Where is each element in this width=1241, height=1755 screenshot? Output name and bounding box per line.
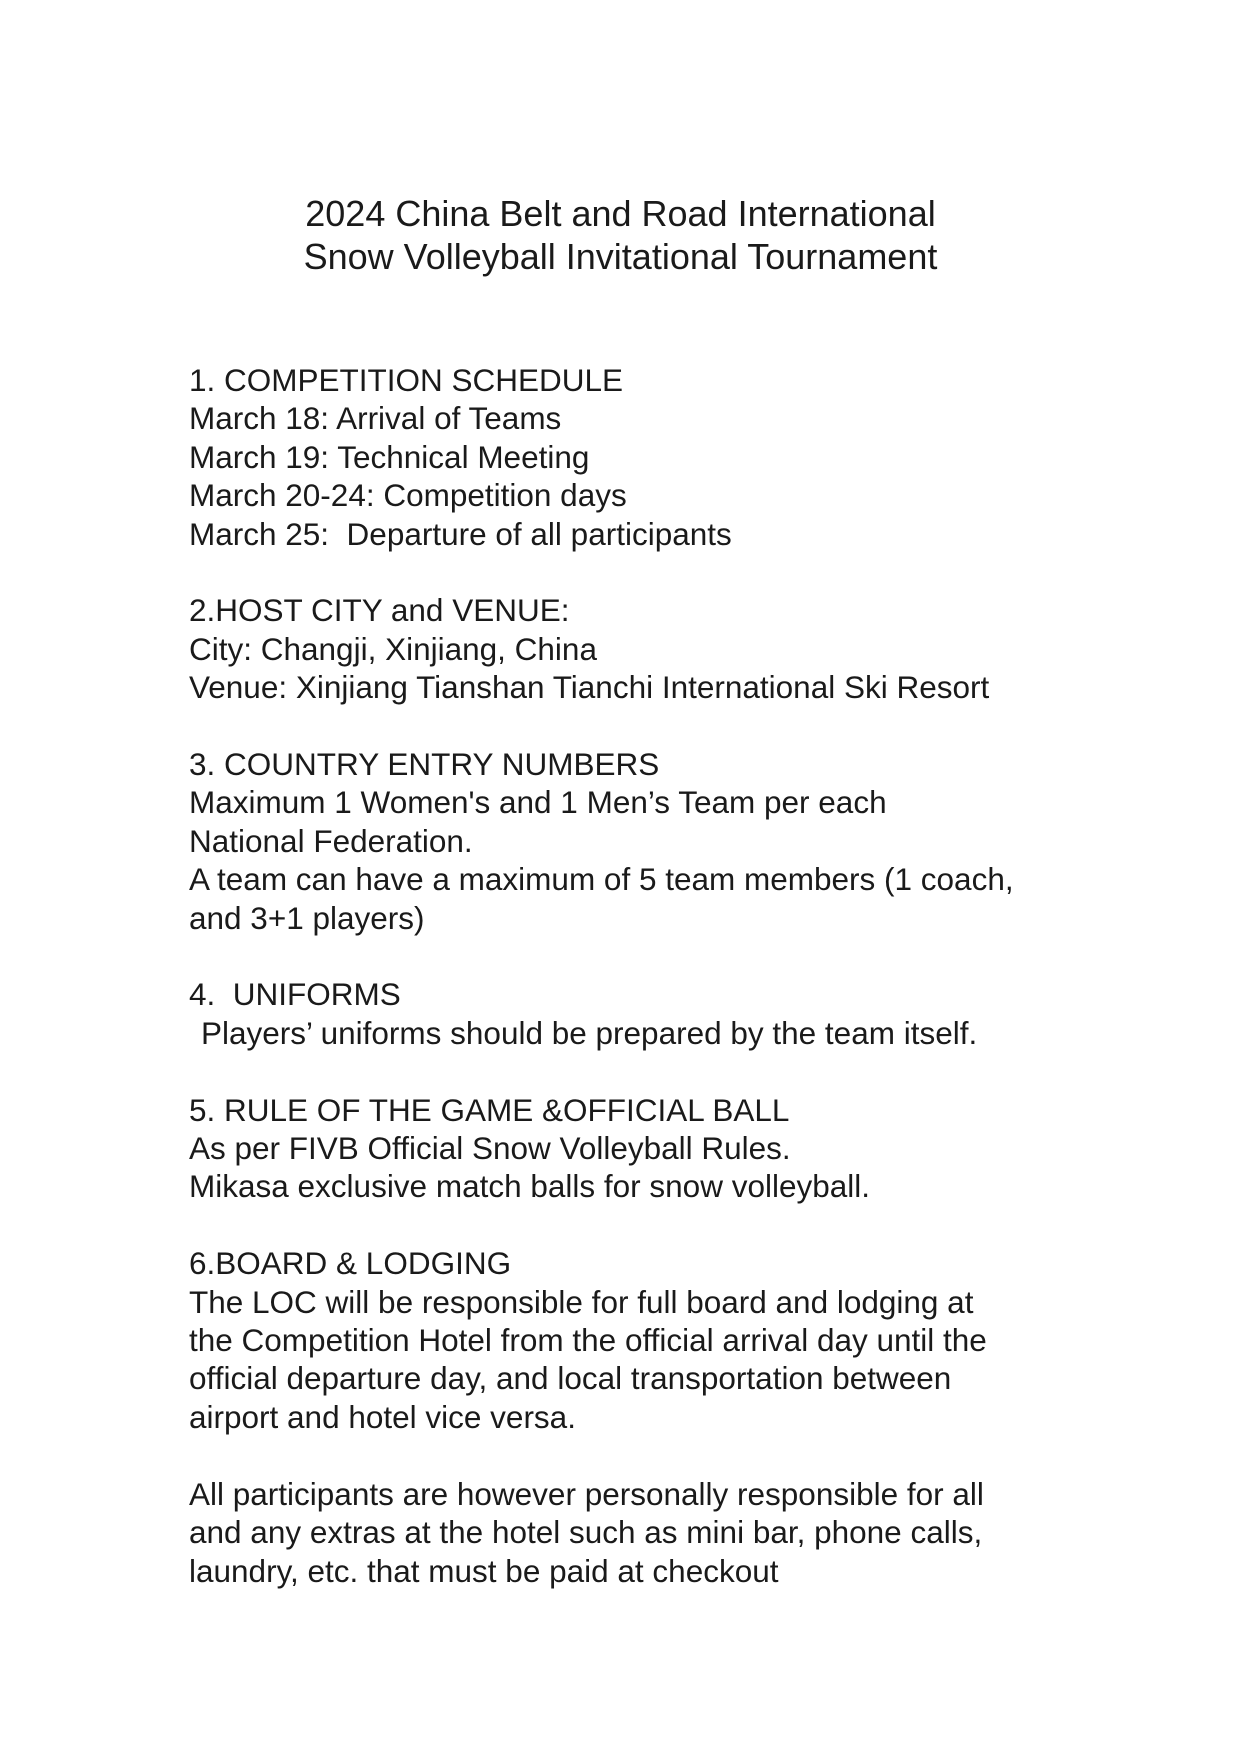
host-venue-line: Venue: Xinjiang Tianshan Tianchi International Ski Resort [189,669,990,706]
section-competition-schedule [189,361,1089,553]
rules-line: Mikasa exclusive match balls for snow volleyball. [189,1168,871,1205]
paragraph-extras [189,1475,1089,1590]
schedule-line: March 19: Technical Meeting [189,438,590,475]
document-title [0,192,1241,278]
section-host-city-venue [189,591,1089,706]
section-heading: 4. UNIFORMS [189,976,401,1013]
section-heading: 3. COUNTRY ENTRY NUMBERS [189,746,660,783]
entry-line: A team can have a maximum of 5 team members (1 coach, [189,861,1014,898]
entry-line: Maximum 1 Women's and 1 Men’s Team per each [189,784,887,821]
section-heading: 2.HOST CITY and VENUE: [189,592,570,629]
schedule-line: March 20-24: Competition days [189,477,627,514]
host-city-line: City: Changji, Xinjiang, China [189,630,597,667]
section-uniforms [189,975,1089,1052]
title-line-1: 2024 China Belt and Road International [305,193,936,234]
entry-line: National Federation. [189,822,473,859]
section-country-entry-numbers [189,745,1089,937]
rules-line: As per FIVB Official Snow Volleyball Rules. [189,1130,791,1167]
section-heading: 5. RULE OF THE GAME &OFFICIAL BALL [189,1091,790,1128]
section-heading: 6.BOARD & LODGING [189,1245,512,1282]
extras-line: All participants are however personally responsible for all [189,1475,984,1512]
schedule-line: March 18: Arrival of Teams [189,400,562,437]
extras-line: and any extras at the hotel such as mini bar, phone calls, [189,1514,983,1551]
uniforms-line: Players’ uniforms should be prepared by the team itself. [201,1014,978,1051]
section-heading: 1. COMPETITION SCHEDULE [189,362,624,398]
lodging-line: official departure day, and local transportation between [189,1360,952,1397]
entry-line: and 3+1 players) [189,899,425,936]
schedule-line: March 25: Departure of all participants [189,515,732,552]
extras-line: laundry, etc. that must be paid at checkout [189,1552,779,1589]
lodging-line: the Competition Hotel from the official arrival day until the [189,1322,987,1359]
lodging-line: airport and hotel vice versa. [189,1398,576,1435]
section-board-lodging [189,1244,1089,1436]
document-body [189,361,1089,1628]
title-line-2: Snow Volleyball Invitational Tournament [303,236,938,277]
section-rules-official-ball [189,1091,1089,1206]
lodging-line: The LOC will be responsible for full board and lodging at [189,1283,974,1320]
